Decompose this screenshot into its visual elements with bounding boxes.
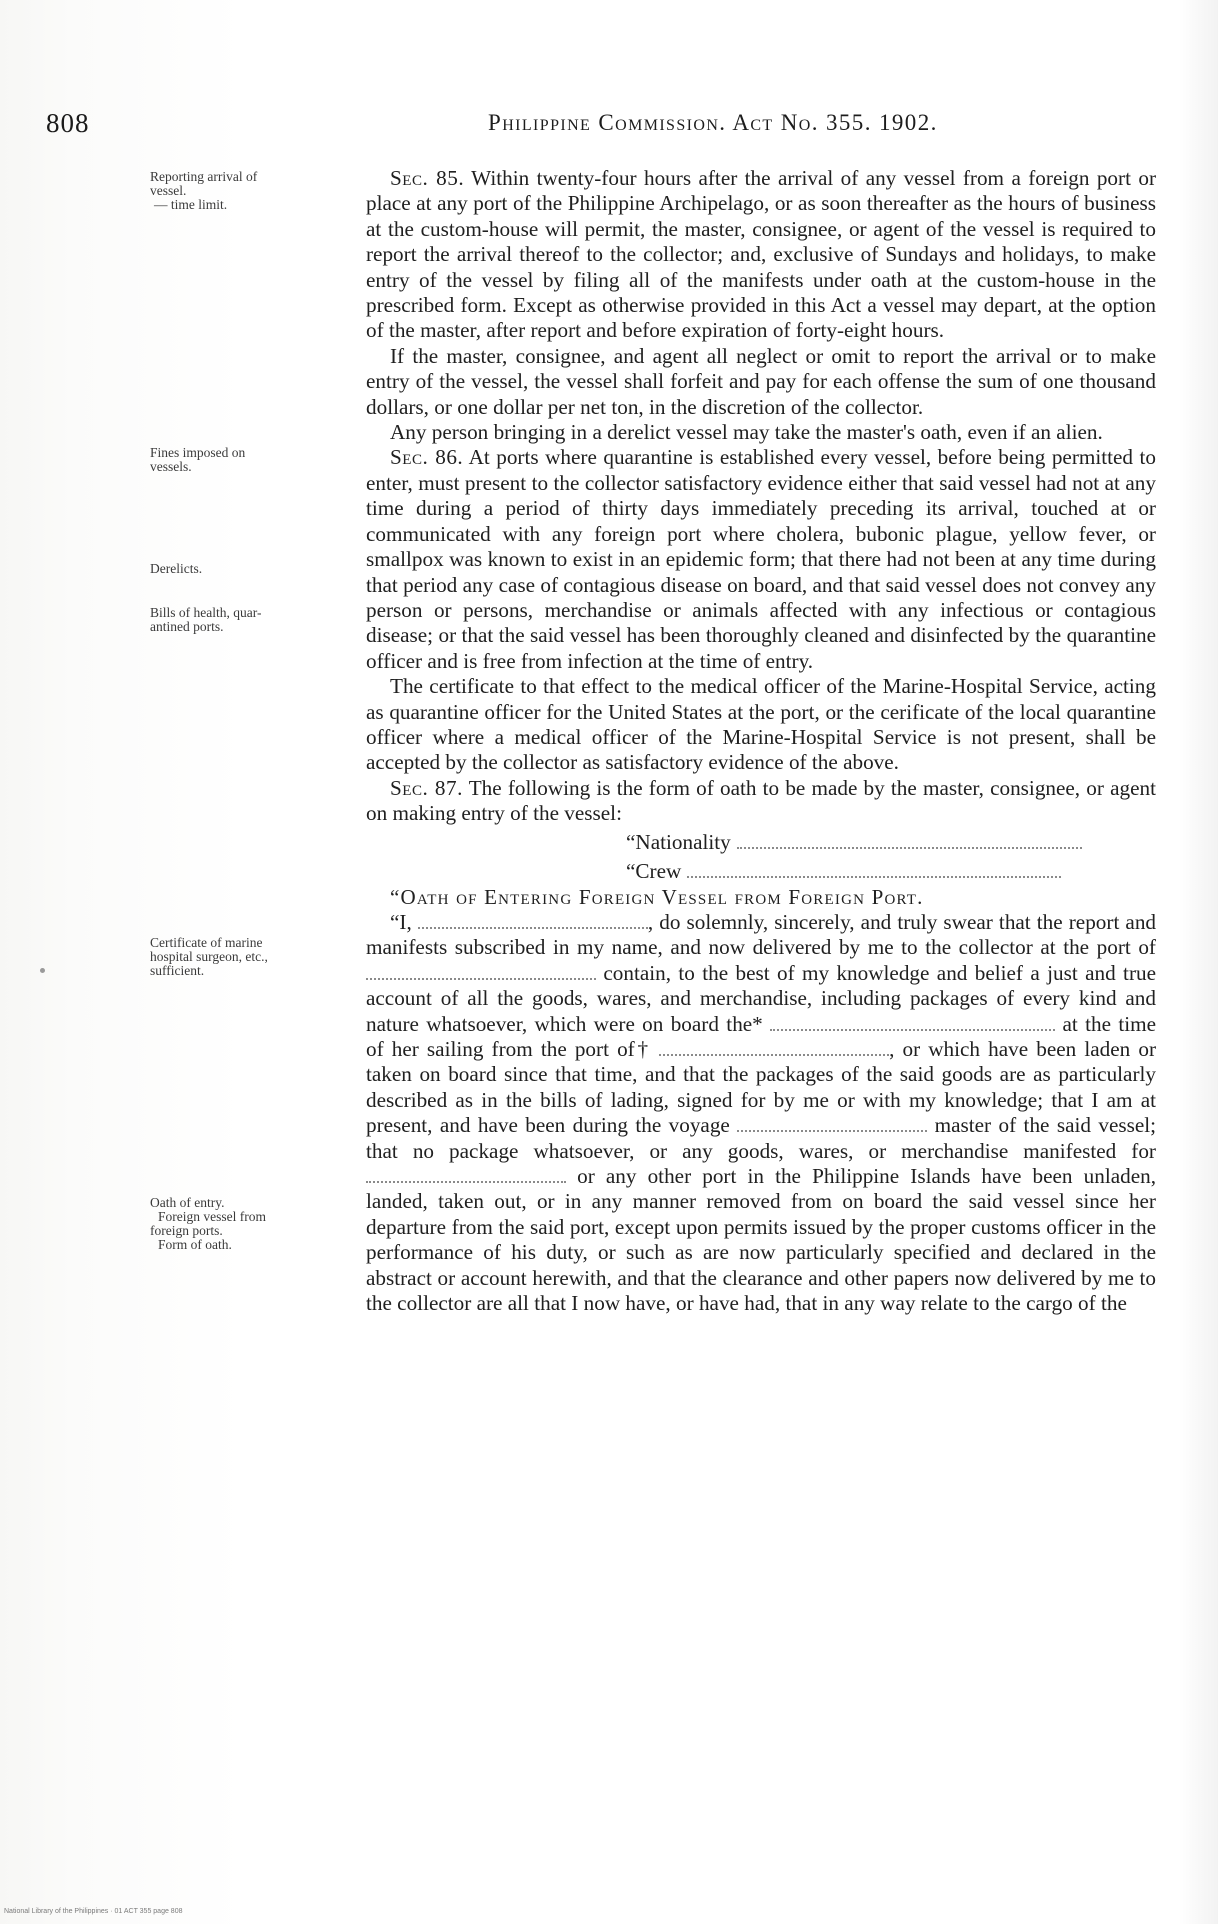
nationality-field: “Nationality (626, 829, 1156, 856)
blank-line (366, 1165, 566, 1183)
blank-line (659, 1038, 889, 1056)
section-number: Sec. 86. (390, 445, 464, 470)
blank-line (366, 962, 596, 980)
oath-title: “Oath of Entering Foreign Vessel from Foreign Port. (390, 884, 924, 909)
blank-line (687, 859, 1061, 878)
margin-note-certificate: Certificate of marine hospital surgeon, etc., sufficient. (150, 935, 268, 978)
body-text (366, 166, 1156, 1316)
section-87-paragraph: Sec. 87. The following is the form of oath to be made by the master, consignee, or agent on making entry of the vessel: (366, 775, 1156, 826)
section-85-paragraph: Sec. 85. Within twenty-four hours after the arrival of any vessel from a foreign port or place at any port of the Philippine Archipelago, or as soon thereafter as the hours of business at the custom-house will permit, the master, consignee, or agent of the vessel is required to report the arrival thereof to the collector; and, exclusive of Sundays and holidays, to make entry of the vessel by filing all of the manifests under oath at the custom-house in the prescribed form. Except as otherwise provided in this Act a vessel may depart, at the option of the master, after report and before expiration of forty-eight hours. (366, 166, 1157, 343)
page-number: 808 (46, 108, 90, 138)
section-number: Sec. 87. (390, 775, 463, 800)
scan-footer: National Library of the Philippines · 01 ACT 355 page 808 (4, 1908, 183, 1915)
page-header (46, 108, 1046, 142)
margin-note-fines: Fines imposed on vessels. (150, 445, 246, 474)
margin-note-derelicts: Derelicts. (150, 561, 203, 576)
blank-line (770, 1013, 1055, 1031)
page-edge-shadow (1178, 0, 1218, 1924)
crew-field: “Crew (626, 858, 1156, 885)
section-number: Sec. 85. (390, 166, 465, 190)
scan-speck (40, 968, 45, 973)
margin-note-oath-of-entry: Oath of entry. Foreign vessel from foreign ports. Form of oath. (150, 1195, 266, 1252)
blank-line (418, 911, 648, 929)
oath-paragraph: “I, , do solemnly, sincerely, and truly swear that the report and manifests subscribed in my name, and now delivered by me to the collector at the port of contain, to the best of my knowledge and belief a just and true account of all the goods, wares, and merchandise, including packages of every kind and nature whatsoever, which were on board the* at the time of her sailing from the port of† , or which have been laden or taken on board since that time, and that the packages of the said goods are as particularly described as in the bills of lading, signed for by me or with my knowledge; that I am at present, and have been during the voyage master of the said vessel; that no package whatsoever, or any goods, wares, or merchandise manifested for or any other port in the Philippine Islands have been unladen, landed, taken out, or in any manner removed from on board the said vessel since her departure from the said port, except upon permits issued by the proper customs officer in the performance of his duty, or such as are now particularly specified and declared in the abstract or account herewith, and that the clearance and other papers now delivered by me to the collector are all that I now have, or have had, that in any way relate to the cargo of the (366, 909, 1157, 1316)
blank-line (737, 830, 1082, 849)
blank-line (737, 1114, 927, 1132)
margin-note-bills-of-health: Bills of health, quar- antined ports. (150, 605, 262, 634)
margin-note-reporting-arrival: Reporting arrival of vessel. — time limit. (150, 169, 258, 212)
fines-paragraph: If the master, consignee, and agent all neglect or omit to report the arrival or to make entry of the vessel, the vessel shall forfeit and pay for each offense the sum of one thousand dollars, or one dollar per net ton, in the discretion of the collector. (366, 343, 1156, 419)
running-head: Philippine Commission. Act No. 355. 1902. (488, 110, 938, 135)
certificate-paragraph: The certificate to that effect to the medical officer of the Marine-Hospital Service, acting as quarantine officer for the United States at the port, or the cerificate of the local quarantine officer where a medical officer of the Marine-Hospital Service is not present, shall be accepted by the collector as satisfactory evidence of the above. (366, 674, 1156, 775)
section-86-paragraph: Sec. 86. At ports where quarantine is established every vessel, before being permitted to enter, must present to the collector satisfactory evidence either that said vessel had not at any time during a period of thirty days immediately preceding its arrival, touched at or communicated with any foreign port where cholera, bubonic plague, yellow fever, or smallpox was known to exist in an epidemic form; that there had not been at any time during that period any case of contagious disease on board, and that said vessel does not convey any person or persons, merchandise or animals affected with any infectious or contagious disease; or that the said vessel has been thoroughly cleaned and disinfected by the quarantine officer and is free from infection at the time of entry. (366, 445, 1156, 673)
derelicts-paragraph: Any person bringing in a derelict vessel may take the master's oath, even if an alien. (390, 420, 1103, 445)
